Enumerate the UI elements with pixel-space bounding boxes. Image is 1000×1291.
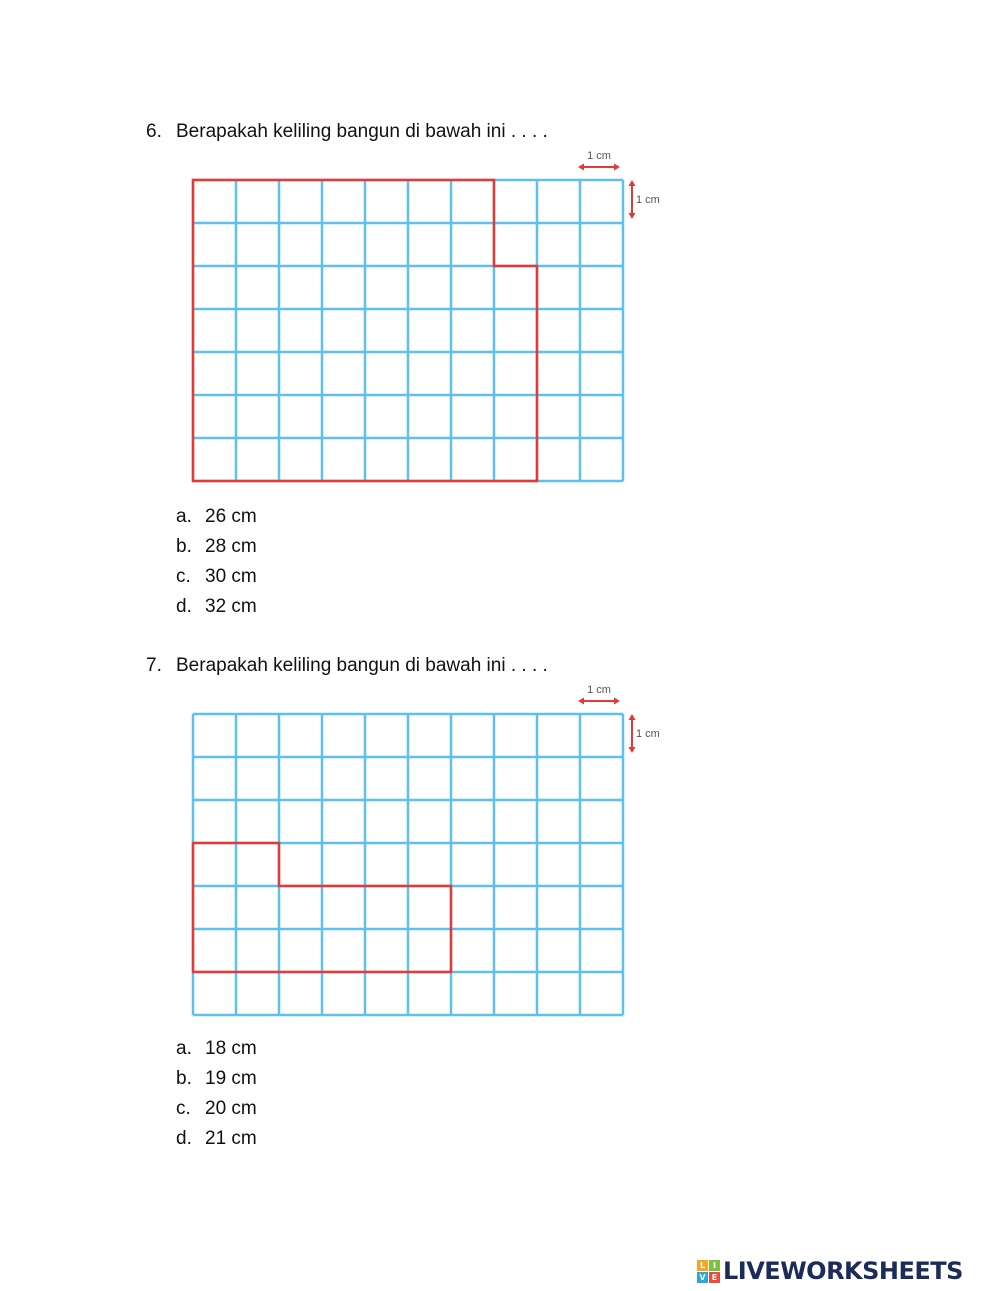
question-number: 6.: [146, 121, 162, 142]
liveworksheets-logo-icon: [697, 1260, 720, 1283]
option-value: 32 cm: [205, 596, 257, 617]
option-c[interactable]: [176, 562, 257, 592]
square-grid: [193, 180, 623, 481]
logo-letter: L: [697, 1260, 708, 1271]
logo-letter: V: [697, 1272, 708, 1283]
option-letter: d.: [176, 1128, 192, 1149]
option-letter: a.: [176, 1038, 192, 1059]
question-prompt: Berapakah keliling bangun di bawah ini . . . .: [176, 655, 548, 676]
option-letter: b.: [176, 1068, 192, 1089]
unit-label-horizontal: 1 cm: [587, 150, 611, 162]
unit-label-vertical: 1 cm: [636, 728, 660, 740]
option-a[interactable]: [176, 1034, 257, 1064]
grid-figure: [188, 148, 668, 514]
horizontal-unit-marker: [578, 684, 620, 705]
logo-wordmark: LIVEWORKSHEETS: [723, 1257, 963, 1285]
unit-label-vertical: 1 cm: [636, 194, 660, 206]
horizontal-unit-marker: [578, 150, 620, 171]
question-text: [146, 120, 548, 144]
unit-label-horizontal: 1 cm: [587, 684, 611, 696]
logo-letter: E: [709, 1272, 720, 1283]
vertical-unit-marker: [629, 714, 660, 753]
option-b[interactable]: [176, 1064, 257, 1094]
option-letter: c.: [176, 1098, 191, 1119]
answer-options: [176, 1034, 257, 1154]
option-value: 18 cm: [205, 1038, 257, 1059]
liveworksheets-logo[interactable]: [697, 1256, 963, 1286]
option-letter: a.: [176, 506, 192, 527]
option-d[interactable]: [176, 1124, 257, 1154]
option-a[interactable]: [176, 502, 257, 532]
option-letter: b.: [176, 536, 192, 557]
square-grid: [193, 714, 623, 1015]
option-letter: c.: [176, 566, 191, 587]
option-b[interactable]: [176, 532, 257, 562]
option-value: 26 cm: [205, 506, 257, 527]
option-value: 20 cm: [205, 1098, 257, 1119]
question-text: [146, 654, 548, 678]
option-value: 21 cm: [205, 1128, 257, 1149]
option-value: 28 cm: [205, 536, 257, 557]
question-number: 7.: [146, 655, 162, 676]
option-c[interactable]: [176, 1094, 257, 1124]
vertical-unit-marker: [629, 180, 660, 219]
answer-options: [176, 502, 257, 622]
logo-letter: I: [709, 1260, 720, 1271]
question-prompt: Berapakah keliling bangun di bawah ini . . . .: [176, 121, 548, 142]
option-letter: d.: [176, 596, 192, 617]
option-value: 30 cm: [205, 566, 257, 587]
option-d[interactable]: [176, 592, 257, 622]
option-value: 19 cm: [205, 1068, 257, 1089]
grid-figure: [188, 682, 668, 1048]
